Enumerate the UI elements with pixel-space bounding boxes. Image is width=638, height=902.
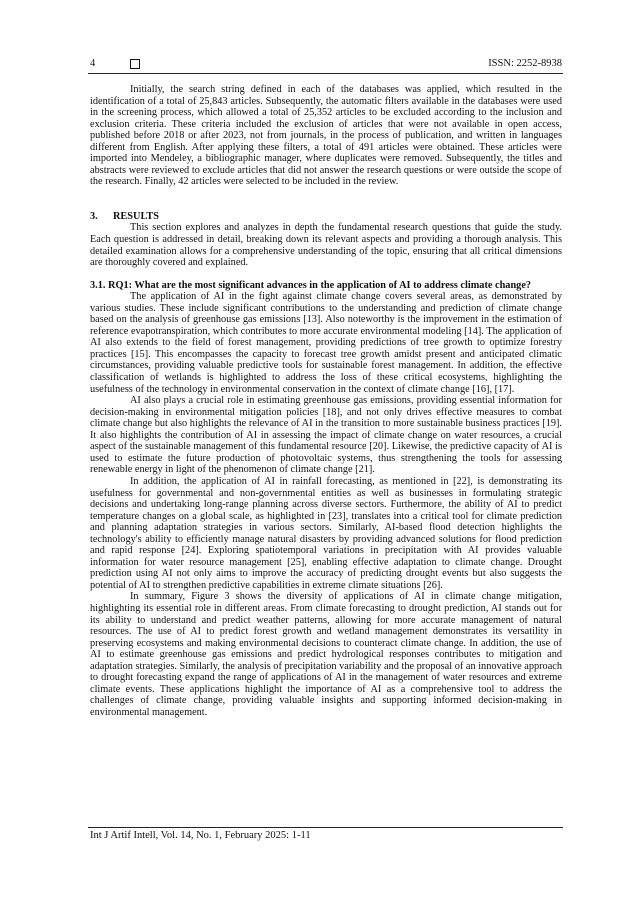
section-number: 3. [90,210,98,222]
footer-rule [88,827,563,828]
body-paragraph: The application of AI in the fight against climate change covers several areas, as demonstrated by various studies. These include significant contributions to the understanding and prediction of climate change based on the analysis of greenhouse gas emissions [13]. Also noteworthy is the improvement in the estimation of reference evapotranspiration, which contributes to more accurate environmental modeling [14]. The application of AI also extends to the field of forest management, providing predictions of tree growth to optimize forestry practices [15]. This encompasses the capacity to forecast tree growth amidst present and anticipated climatic circumstances, providing valuable predictive tools for sustainable forest management. In addition, the effective classification of wetlands is highlighted to address the loss of these critical ecosystems, highlighting the usefulness of the technology in environmental conservation in the context of climate change [16], [17]. [90,291,562,395]
square-icon [130,59,140,69]
issn-label: ISSN: 2252-8938 [488,58,562,69]
section-paragraph: This section explores and analyzes in depth the fundamental research questions that guide the study. Each question is addressed in detail, breaking down its relevant aspects and providing a thorough analysis. This detailed examination allows for a comprehensive understanding of the topic, ensuring that all critical dimensions are thoroughly covered and explained. [90,222,562,269]
running-header [90,58,562,74]
section-heading [90,211,562,223]
body-paragraph: In addition, the application of AI in rainfall forecasting, as mentioned in [22], is demonstrating its usefulness for governmental and non-governmental entities as well as businesses in formulating strategic decisions and undertaking long-range planning across diverse sectors. Furthermore, the ability of AI to predict temperature changes on a global scale, as highlighted in [23], translates into a critical tool for climate prediction and planning adaptation strategies in various sectors. Similarly, AI-based flood detection highlights the technology's ability to efficiently manage natural disasters by providing advanced solutions for flood prediction and rapid response [24]. Exploring spatiotemporal variations in precipitation with AI provides valuable information for water resource management [25], enabling effective adaptation to climate change. Drought prediction using AI not only aims to improve the accuracy of predicting drought events but also suggests the potential of AI to strengthen predictive capabilities in extreme climate situations [26]. [90,475,562,591]
intro-paragraph: Initially, the search string defined in each of the databases was applied, which resulted in the identification of a total of 25,843 articles. Subsequently, the automatic filters available in the databases were used in the screening process, which allowed a total of 25,352 articles to be excluded according to the inclusion and exclusion criteria. These criteria included the exclusion of articles that were not available in open access, published before 2018 or after 2023, not from journals, in the process of publication, and written in languages different from English. After applying these filters, a total of 491 articles were obtained. These articles were imported into Mendeley, a bibliographic manager, where duplicates were removed. Subsequently, the titles and abstracts were reviewed to exclude articles that did not answer the research questions or were outside the scope of the research. Finally, 42 articles were selected to be included in the review. [90,84,562,188]
page-number: 4 [90,58,96,69]
body-paragraph: In summary, Figure 3 shows the diversity of applications of AI in climate change mitigation, highlighting its essential role in different areas. From climate forecasting to drought prediction, AI stands out for its ability to understand and predict weather patterns, allowing for more accurate management of natural resources. The use of AI to predict forest growth and wetland management demonstrates its versatility in preserving ecosystems and making environmental decisions to counteract climate change. In addition, the use of AI to estimate greenhouse gas emissions and predict hydrological responses contributes to mitigation and adaptation strategies. Similarly, the analysis of precipitation variability and the proposal of an innovative approach to drought forecasting expand the range of applications of AI in the management of water resources and extreme climate events. These applications highlight the importance of AI as a comprehensive tool to address the challenges of climate change, providing valuable insights and supporting informed decision-making in environmental management. [90,591,562,718]
footer-citation: Int J Artif Intell, Vol. 14, No. 1, February 2025: 1-11 [90,830,311,841]
header-rule [88,73,563,74]
page-body [90,84,562,718]
subsection-heading: 3.1. RQ1: What are the most significant advances in the application of AI to address climate change? [90,279,532,291]
section-title: RESULTS [113,210,159,222]
body-paragraph: AI also plays a crucial role in estimating greenhouse gas emissions, providing essential information for decision-making in environmental mitigation policies [18], and not only drives effective measures to combat climate change but also highlights the relevance of AI in the transition to more sustainable business practices [19]. It also highlights the contribution of AI in assessing the impact of climate change on water resources, a crucial aspect of the sustainable management of this fundamental resource [20]. Likewise, the predictive capacity of AI is used to estimate the future production of photovoltaic systems, thus strengthening the tools for assessing renewable energy in light of the phenomenon of climate change [21]. [90,395,562,476]
